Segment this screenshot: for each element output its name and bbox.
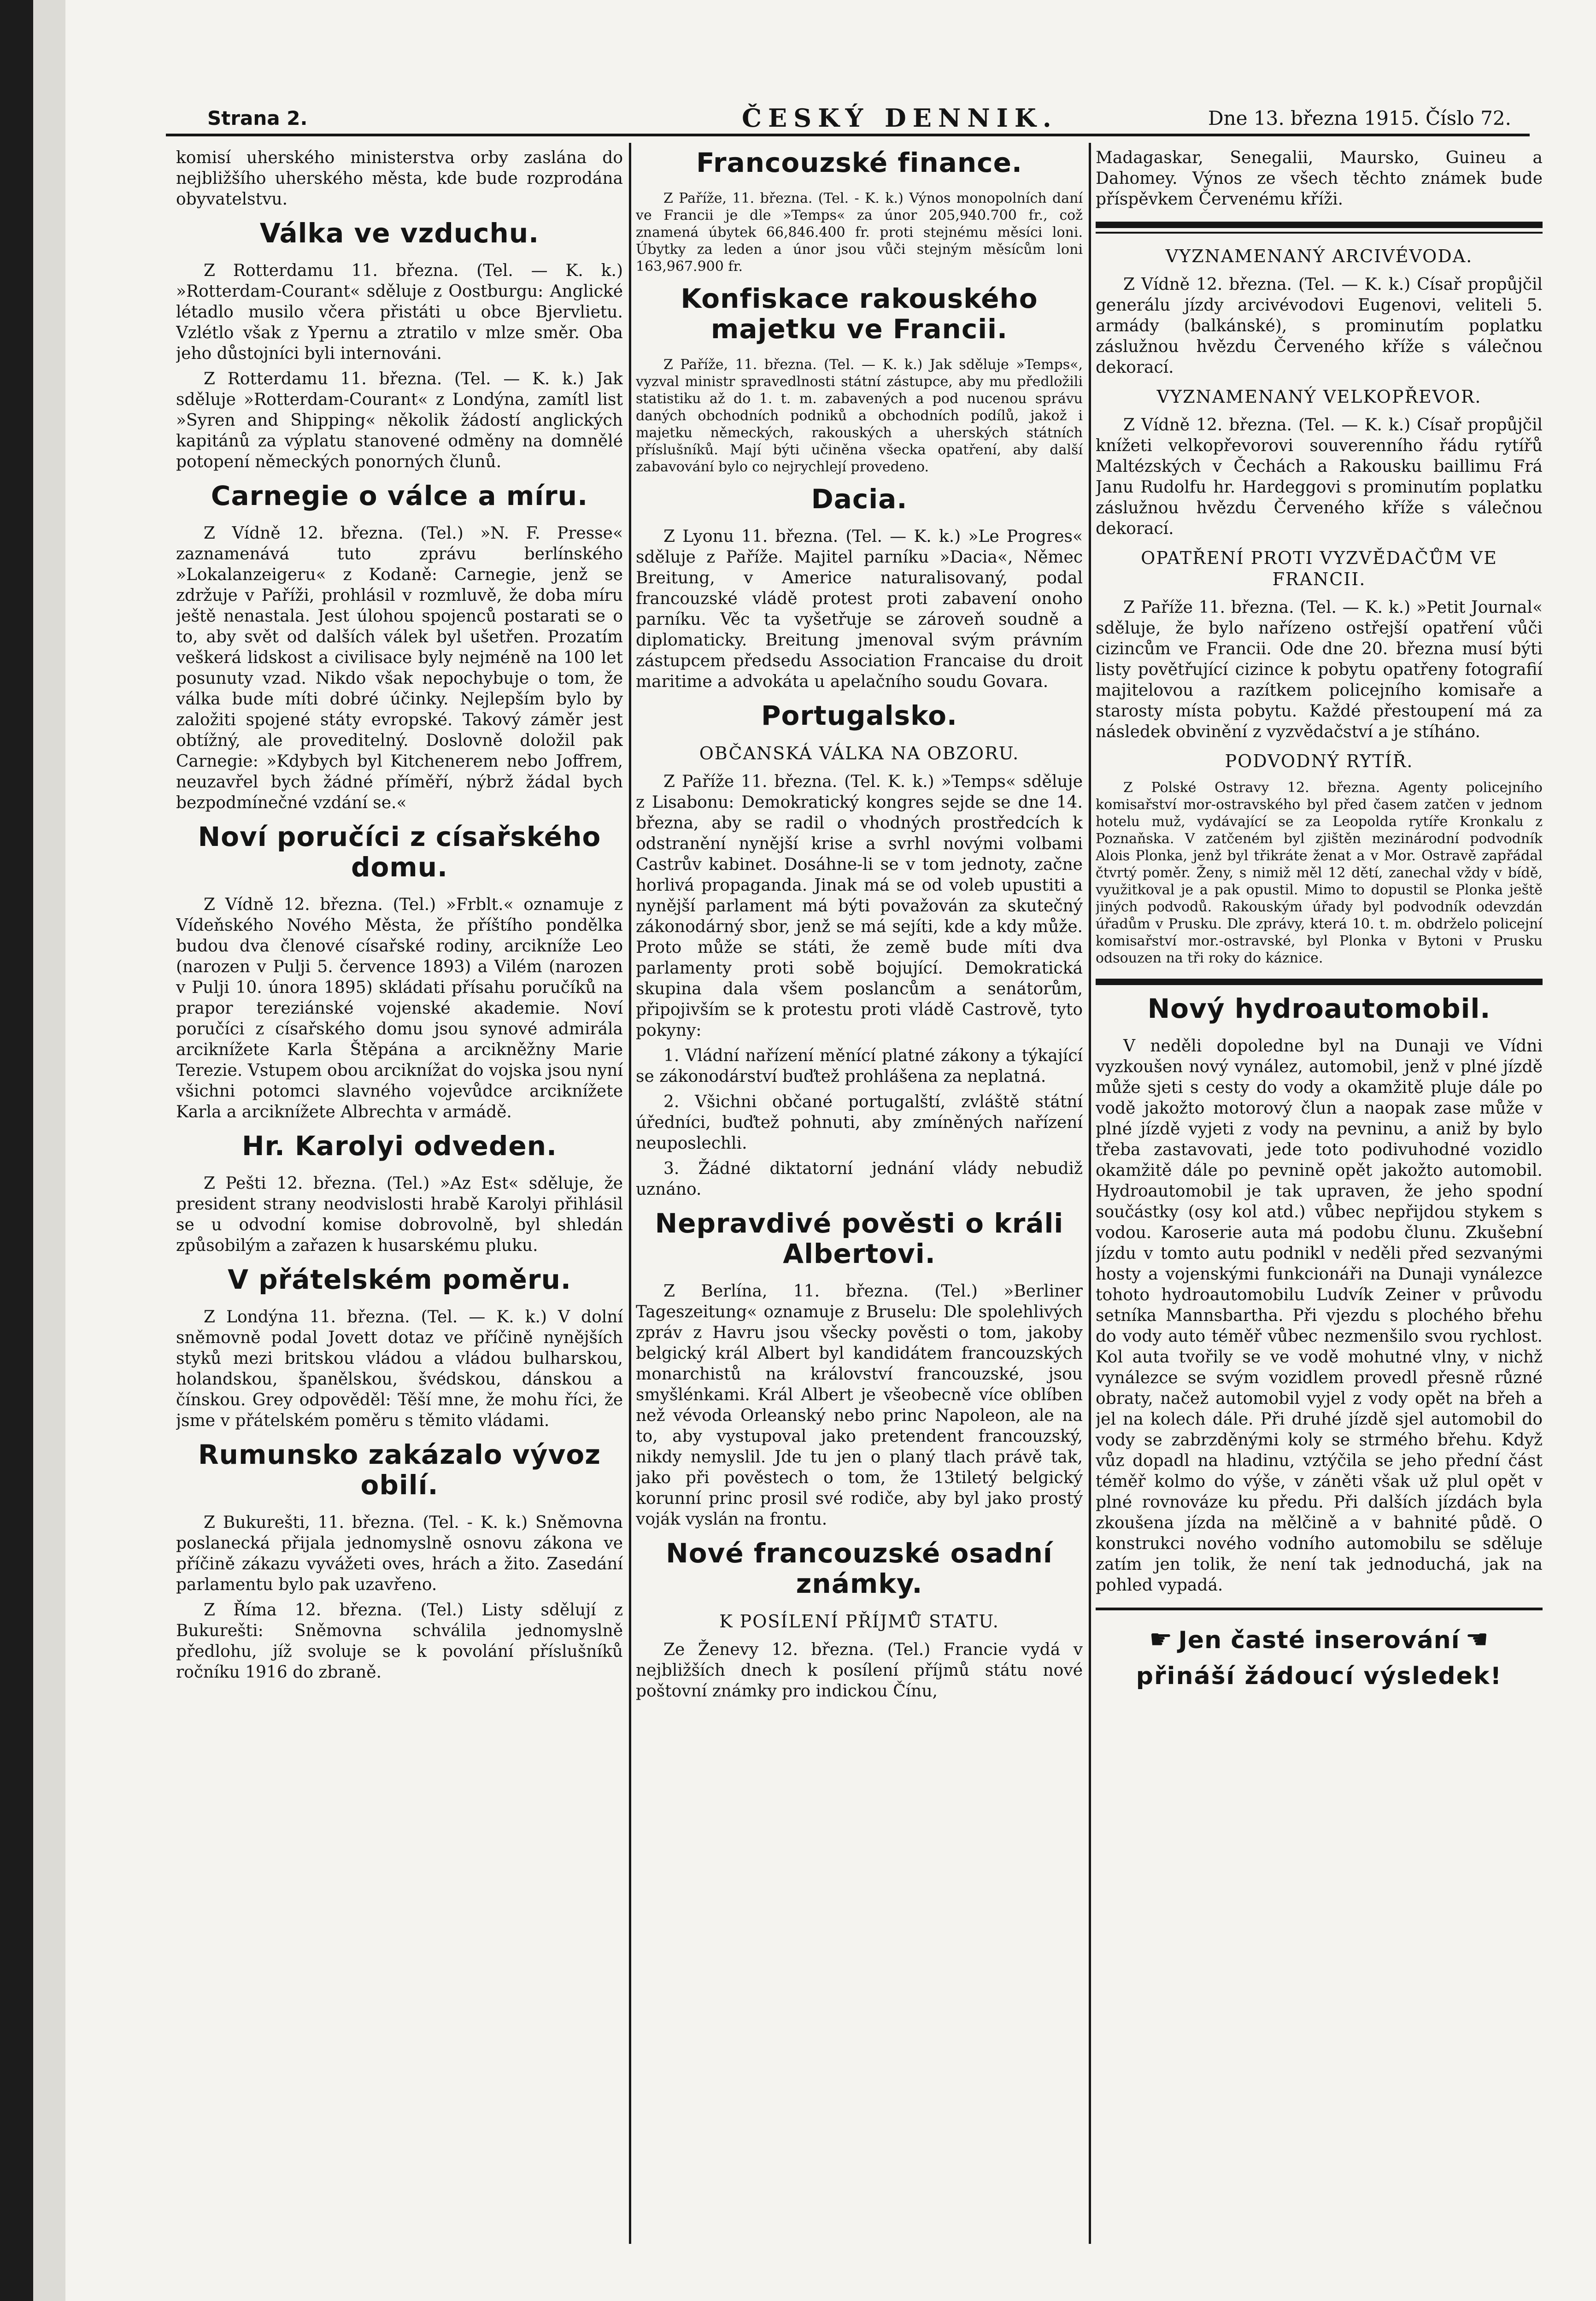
article-paragraph: Ze Ženevy 12. března. (Tel.) Francie vydá v nejbližších dnech k posílení příjmů státu nové poštovní známky pro indickou Čínu, [636,1640,1083,1701]
subheadline: VYZNAMENANÝ VELKOPŘEVOR. [1156,387,1482,407]
subheadline: PODVODNÝ RYTÍŘ. [1225,751,1414,771]
subheadline: OBČANSKÁ VÁLKA NA OBZORU. [699,743,1020,763]
article-paragraph: Z Berlína, 11. března. (Tel.) »Berliner Tageszeitung« oznamuje z Bruselu: Dle spolehlivých zpráv z Havru jsou všecky pověsti o tom, jakoby belgický král Albert byl kandidátem francouzských monarchistů na království francouzské, jsou smyšlénkami. Král Albert je všeobecně více oblíben než vévoda Orleanský nebo princ Napoleon, ale na to, aby vystupoval jako pretendent francouzský, nikdy nemyslil. Jde tu jen o planý tlach právě tak, jako při pověstech o tom, že 13tiletý belgický korunní princ prosil své rodiče, aby byl jako prostý voják vyslán na frontu. [636,1282,1083,1529]
article-paragraph: Z Říma 12. března. (Tel.) Listy sdělují z Bukurešti: Sněmovna schválila jednomyslně předlohu, jíž svoluje se k povolání příslušníků ročníku 1916 do zbraně. [176,1601,623,1682]
headline: Válka ve vzduchu. [259,217,540,249]
article-paragraph: Z Paříže 11. března. (Tel. — K. k.) »Petit Journal« sděluje, že bylo nařízeno ostřejší opatření vůči cizincům ve Francii. Ode dne 20. března musí býti listy povětřující cizince k pobytu opatřeny fotografií majitelovou a razítkem policejního komisaře a starosty místa pobytu. Každé přestoupení má za následek obvinění z vyzvědačství a je stíháno. [1096,598,1543,741]
advertisement-box [1096,1608,1543,1692]
article-paragraph: Z Lyonu 11. března. (Tel. — K. k.) »Le Progres« sděluje z Paříže. Majitel parníku »Dacia«, Němec Breitung, v Americe naturalisovaný, podal francouzské vládě protest proti zabavení onoho parníku. Věc ta vyšetřuje se zároveň soudně a diplomaticky. Breitung jmenoval svým právním zástupcem předsedu Association Francaise du droit maritime a advokáta u apelačního soudu Govara. [636,527,1083,691]
page-number: Strana 2. [207,107,308,129]
article-continuation: komisí uherského ministerstva orby zaslána do nejbližšího uherského města, kde bude rozprodána obyvatelstvu. [176,148,623,209]
column-1 [176,147,623,2230]
subheadline: K POSÍLENÍ PŘÍJMŮ STATU. [719,1611,999,1632]
headline: V přátelském poměru. [228,1264,571,1295]
list-item: 2. Všichni občané portugalští, zvláště státní úředníci, buďtež pohnuti, aby zmíněných nařízení neuposlechli. [636,1092,1083,1153]
headline: Hr. Karolyi odveden. [241,1130,557,1162]
ad-line-2: přináší žádoucí výsledek! [1136,1662,1502,1690]
ad-line-1 [1096,1624,1543,1656]
column-rule [629,143,631,2244]
headline: Carnegie o válce a míru. [211,480,588,511]
date-issue: Dne 13. března 1915. Číslo 72. [1208,107,1511,129]
article-paragraph: Z Vídně 12. března. (Tel. — K. k.) Císař propůjčil generálu jízdy arcivévodovi Eugenovi, veliteli 5. armády (balkánské), s prominutím poplatku záslužnou hvězdu Červeného kříže s válečnou dekorací. [1096,275,1543,377]
headline: Nové francouzské osadní známky. [666,1538,1053,1599]
headline: Rumunsko zakázalo vývoz obilí. [198,1439,601,1501]
article-paragraph: Z Londýna 11. března. (Tel. — K. k.) V dolní sněmovně podal Jovett dotaz ve příčině nynějších styků mezi britskou vládou a vládou bulharskou, holandskou, španělskou, švédskou, dánskou a čínskou. Grey odpověděl: Těší mne, že mohu říci, že jsme v přátelském poměru s těmito vládami. [176,1308,623,1430]
article-continuation: Madagaskar, Senegalii, Maursko, Guineu a Dahomey. Výnos ze všech těchto známek bude příspěvkem Červenému kříži. [1096,148,1543,209]
masthead: ČESKÝ DENNIK. [742,103,1058,133]
headline: Portugalsko. [761,700,957,731]
column-2 [636,147,1083,2230]
subheadline: VYZNAMENANÝ ARCIVÉVODA. [1165,246,1473,266]
pointing-hand-icon: ☚ [1465,1625,1489,1655]
article-paragraph: Z Paříže, 11. března. (Tel. — K. k.) Jak sděluje »Temps«, vyzval ministr spravedlnosti státní zástupce, aby mu předložili statistiku až do 1. t. m. zabavených a pod nucenou správu daných obchodních podniků a obchodních podílů, jakož i majetku německých, rakouských a uherských státních příslušníků. Mají býti učiněna všecka opatření, aby další zabavování bylo co nejrychlejí provedeno. [636,357,1083,475]
article-paragraph: Z Rotterdamu 11. března. (Tel. — K. k.) »Rotterdam-Courant« sděluje z Oostburgu: Anglické létadlo musilo včera přistáti u obce Bjervlietu. Vzlétlo však z Ypernu a ztratilo v mlze směr. Oba jeho důstojníci byli internováni. [176,261,623,363]
article-paragraph: V neděli dopoledne byl na Dunaji ve Vídni vyzkoušen nový vynález, automobil, jenž v plné jízdě může sjeti s cesty do vody a okamžitě pluje dále po vodě jakožto motorový člun a naopak zase může v plné jízdě vyjeti z vody na pevninu, a aniž by bylo třeba zastavovati, jede toto podivuhodné vozidlo okamžitě dále po pevnině opět jakožto automobil. Hydroautomobil je tak upraven, že jeho spodní součástky (osy kol atd.) vůbec nepřijdou stykem s vodou. Karoserie auta má podobu člunu. Zkušební jízdu v tomto autu podnikl v neděli před sezvanými hosty a vojenskými funkcionáři na Dunaji vynálezce tohoto hydroautomobilu Ludvík Zeiner v průvodu setníka Mannsbartha. Při vjezdu s plochého břehu do vody auto téměř vůbec nezmenšilo svou rychlost. Kol auta tvořily se ve vodě mohutné vlny, v nichž vynálezce se svým vozidlem provedl přesně různé obraty, načež automobil vyjel z vody opět na břeh a jel na kolech dále. Při druhé jízdě sjel automobil do vody se zabrzděnými koly se strmého břehu. Když vůz dopadl na hladinu, vztýčila se jeho přední část téměř kolmo do výše, v záněti však už plul opět v plné rovnováze ku předu. Při dalších jízdách byla zkoušena jízda na mělčině a v bahnité půdě. O konstrukci nového vodního automobilu se sděluje zatím jen tolik, že není tak jednoduchá, jak na pohled vypadá. [1096,1037,1543,1595]
pointing-hand-icon: ☛ [1149,1625,1173,1655]
article-paragraph: Z Paříže 11. března. (Tel. K. k.) »Temps« sděluje z Lisabonu: Demokratický kongres sejde se dne 14. března, aby se radil o vhodných prostředcích k odstranění nynější krise a svrhl novými volbami Castrův kabinet. Dosáhne-li se v tom jednoty, začne horlivá propaganda. Jinak má se od voleb upustiti a nynější parlament má býti považován za skutečný zákonodárný sbor, jenž se má sejíti, kde a kdy může. Proto může se státi, že země bude míti dva parlamenty proti sobě bojující. Demokratická skupina dala všem poslancům a senátorům, připojivším se k protestu proti vládě Castrově, tyto pokyny: [636,772,1083,1040]
newspaper-page [166,97,1543,2262]
subheadline: OPATŘENÍ PROTI VYZVĚDAČŮM VE FRANCII. [1141,548,1497,589]
ad-text-1: Jen časté inserování [1178,1626,1460,1654]
headline: Noví poručíci z císařského domu. [198,821,601,883]
article-paragraph: Z Vídně 12. března. (Tel. — K. k.) Císař propůjčil knížeti velkopřevorovi souverenního řádu rytířů Maltézských v Čechách a Rakousku baillimu Frá Janu Rudolfu hr. Hardeggovi s prominutím poplatku záslužnou hvězdu Červeného kříže s válečnou dekorací. [1096,416,1543,538]
headline: Dacia. [811,483,908,515]
headline: Nepravdivé pověsti o králi Albertovi. [655,1208,1064,1269]
scan-border-dark [0,0,33,2301]
article-paragraph: Z Vídně 12. března. (Tel.) »Frblt.« oznamuje z Vídeňského Nového Města, že příštího pondělka budou dva členové císařské rodiny, arcikníže Leo (narozen v Pulji 5. července 1893) a Vilém (narozen v Pulji 10. února 1895) skládati přísahu poručíků na prapor tereziánské vojenské akademie. Noví poručíci z císařského domu jsou synové admirála arciknížete Karla Štěpána a arcikněžny Marie Terezie. Vstupem obou arciknížat do vojska jsou nyní všichni potomci slavného vojevůdce arciknížete Karla a arciknížete Albrechta v armádě. [176,895,623,1121]
article-paragraph: Z Bukurešti, 11. března. (Tel. - K. k.) Sněmovna poslanecká přijala jednomyslně osnovu zákona ve příčině zákazu vyvážeti oves, hrách a žito. Zasedání parlamentu bylo pak uzavřeno. [176,1513,623,1594]
section-divider [1096,222,1543,228]
list-item: 3. Žádné diktatorní jednání vlády nebudiž uznáno. [636,1159,1083,1199]
list-item: 1. Vládní nařízení měnící platné zákony a týkající se zákonodárství buďtež prohlášena za neplatná. [636,1046,1083,1086]
headline: Konfiskace rakouského majetku ve Francii. [681,283,1038,345]
scan-border-light [33,0,65,2301]
section-divider [1096,979,1543,985]
article-paragraph: Z Vídně 12. března. (Tel.) »N. F. Presse« zaznamenává tuto zprávu berlínského »Lokalanzeigeru« z Kodaně: Carnegie, jenž se zdržuje v Paříži, prohlásil v rozmluvě, že doba míru ještě nenastala. Jest úlohou spojenců postarati se o to, aby svět od dalších válek byl ušetřen. Prozatím veškerá lidskost a civilisace byly nejméně na 100 let posunuty vzad. Nikdo však nepochybuje o tom, že válka bude míti dobré účinky. Nejlepším bylo by založiti spojené státy evropské. Takový záměr jest obtížný, ale proveditelný. Doslovně doložil pak Carnegie: »Kdybych byl Kitchenerem nebo Joffrem, neuzavřel bych žádné příměří, nýbrž žádal bych bezpodmínečné vzdání se.« [176,524,623,812]
headline: Francouzské finance. [696,147,1022,178]
article-paragraph: Z Polské Ostravy 12. března. Agenty policejního komisařství mor-ostravského byl před časem zatčen v jednom hotelu muž, vydávající se za Leopolda rytíře Kronkalu z Poznaňska. V zatčeném byl zjištěn mezinárodní podvodník Alois Plonka, jenž byl třikráte ženat a v Mor. Ostravě zapřádal čtvrtý poměr. Ženy, s nimiž měl 12 dětí, zanechal vždy v bídě, využitkoval je a pak opustil. Mimo to dopustil se Plonka ještě jiných podvodů. Rakouským úřady byl podvodník odevzdán úřadům v Prusku. Dle zprávy, která 10. t. m. obdrželo policejní komisařství mor.-ostravské, byl Plonka v Bytoni v Prusku odsouzen na tři roky do káznice. [1096,780,1543,966]
article-paragraph: Z Pešti 12. března. (Tel.) »Az Est« sděluje, že president strany neodvislosti hrabě Karolyi přihlásil se u odvodní komise dobrovolně, byl shledán způsobilým a zařazen k husarskému pluku. [176,1174,623,1255]
page-header [166,97,1530,136]
article-paragraph: Z Rotterdamu 11. března. (Tel. — K. k.) Jak sděluje »Rotterdam-Courant« z Londýna, zamítl list »Syren and Shipping« několik žádostí anglických kapitánů za výplatu stanovené odměny na domnělé potopení německých ponorných člunů. [176,370,623,471]
column-3 [1096,147,1543,2230]
section-divider-thin [1096,232,1543,234]
headline: Nový hydroautomobil. [1147,993,1491,1024]
column-rule [1089,143,1091,2244]
article-paragraph: Z Paříže, 11. března. (Tel. - K. k.) Výnos monopolních daní ve Francii je dle »Temps« za únor 205,940.700 fr., což znamená úbytek 66,846.400 fr. proti stejnému měsíci loni. Úbytky za leden a únor jsou vůči stejným měsícům loni 163,967.900 fr. [636,190,1083,275]
